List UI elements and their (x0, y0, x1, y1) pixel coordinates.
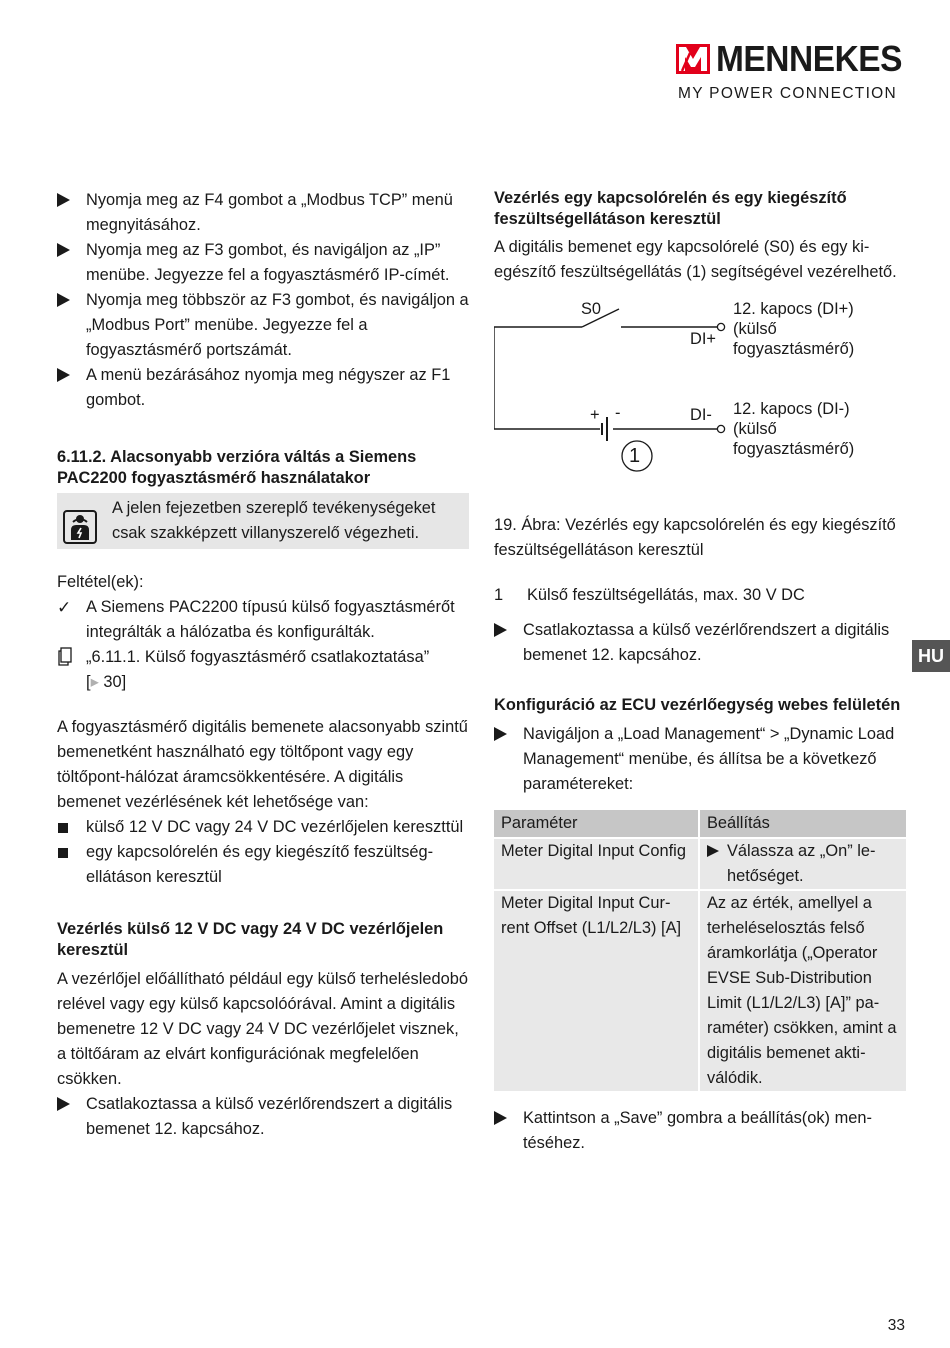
page-ref-arrow-icon: ▸ (90, 673, 99, 691)
parameter-table (494, 810, 906, 1091)
di-plus-label: DI+ (690, 330, 716, 348)
list-item: egy kapcsolórelén és egy kiegészítő feszültségellátáson keresztül (57, 840, 469, 890)
square-bullet-icon (58, 848, 68, 858)
note-box (57, 493, 469, 549)
paragraph: A digitális bemenet egy kapcsolórelé (S0) és egy kiegészítő feszültségellátás (1) segítségével vezérelhető. (494, 238, 897, 281)
list-item: ✓ A Siemens PAC2200 típusú külső fogyasztásmérőt integrálták a hálózatba és konfigurálták. (57, 595, 469, 645)
note-text: A jelen fejezetben szereplő tevékenységeket csak szakképzett villanyszerelő végezheti. (112, 499, 436, 542)
prereq-label: Feltétel(ek): (57, 573, 144, 591)
table-row (494, 890, 906, 1091)
language-tab: HU (912, 640, 950, 672)
section-title: 6.11.2. Alacsonyabb verzióra váltás a Siemens PAC2200 fogyasztásmérő használatakor (57, 448, 417, 487)
arrow-bullet-icon (57, 243, 70, 257)
document-reference-icon (57, 647, 73, 667)
electrician-icon (63, 510, 97, 544)
switch-s0-label: S0 (581, 300, 602, 318)
list-item: Navigáljon a „Load Management“ > „Dynamic Load Management“ menübe, és állítsa be a következő paramétereket: (494, 722, 906, 797)
column-header: Paraméter (494, 810, 699, 838)
brand-name: MENNEKES (716, 38, 903, 79)
di-minus-label: DI- (690, 406, 712, 424)
arrow-bullet-icon (494, 727, 507, 741)
table-cell: Meter Digital Input Config (494, 838, 699, 890)
checkmark-icon: ✓ (57, 598, 72, 617)
table-header-row (494, 810, 906, 838)
column-header: Beállítás (699, 810, 906, 838)
right-column (494, 188, 906, 1156)
list-item: Nyomja meg az F4 gombot a „Modbus TCP” menü megnyitásához. (57, 188, 469, 238)
plus-label: + (590, 406, 600, 424)
subsection-title: Vezérlés egy kapcsolórelén és egy kiegészítő feszültségellátáson keresztül (494, 189, 847, 228)
subsection-title: Konfiguráció az ECU vezérlőegység webes felületén (494, 696, 901, 714)
arrow-bullet-icon (57, 293, 70, 307)
paragraph: A fogyasztásmérő digitális bemenete alacsonyabb szintű bemenetként használható egy töltőpont vagy egy töltőpont-hálózat áramcsökkentésére. A digitális bemenet vezérlésének két lehetősége van: (57, 718, 468, 811)
table-cell: Az az érték, amellyel a terheléselosztás felső áramkorlátja („Operator EVSE Sub-Distribution Limit (L1/L2/L3) [A]” paraméter) csökken, amint a digitális bemenet aktiválódik. (699, 890, 906, 1091)
reference-page[interactable]: 30 (103, 673, 122, 691)
mennekes-logo-icon (676, 44, 710, 74)
brand-tagline: MY POWER CONNECTION (678, 85, 898, 102)
paragraph: A vezérlőjel előállítható például egy külső terhelésledobó relével vagy egy külső kapcsolóórával. Amint a digitális bemenetre 12 V DC vagy 24 V DC vezérlőjelet visznek, a töltőáram az elvárt konfigurációnak megfelelően csökken. (57, 970, 468, 1088)
left-column (57, 188, 469, 1142)
subsection-title: Vezérlés külső 12 V DC vagy 24 V DC vezérlőjelen keresztül (57, 920, 444, 959)
list-item: A menü bezárásához nyomja meg négyszer az F1 gombot. (57, 363, 469, 413)
list-item: Csatlakoztassa a külső vezérlőrendszert a digitális bemenet 12. kapcsához. (494, 618, 906, 668)
terminal-top-label: 12. kapocs (DI+) (külső fogyasztásmérő) (733, 300, 855, 358)
circuit-diagram (494, 299, 906, 491)
legend-item: 1 Külső feszültségellátás, max. 30 V DC (494, 586, 805, 604)
table-cell: Meter Digital Input Current Offset (L1/L2/L3) [A] (494, 890, 699, 1091)
reference-link[interactable]: „6.11.1. Külső fogyasztásmérő csatlakoztatása” (86, 648, 430, 666)
list-item: külső 12 V DC vagy 24 V DC vezérlőjelen kereszttül (57, 815, 469, 840)
arrow-bullet-icon (707, 845, 719, 857)
list-item: Csatlakoztassa a külső vezérlőrendszert a digitális bemenet 12. kapcsához. (57, 1092, 469, 1142)
square-bullet-icon (58, 823, 68, 833)
table-row (494, 838, 906, 890)
arrow-bullet-icon (57, 1097, 70, 1111)
figure-caption: 19. Ábra: Vezérlés egy kapcsolórelén és egy kiegészítő feszültségellátáson keresztül (494, 516, 896, 559)
list-item: Nyomja meg többször az F3 gombot, és navigáljon a „Modbus Port” menübe. Jegyezze fel a fogyasztásmérő portszámát. (57, 288, 469, 363)
source-number: 1 (629, 445, 641, 467)
list-item: Nyomja meg az F3 gombot, és navigáljon az „IP” menübe. Jegyezze fel a fogyasztásmérő IP-címét. (57, 238, 469, 288)
list-item: Kattintson a „Save” gombra a beállítás(ok) mentéséhez. (494, 1106, 906, 1156)
table-cell: Válassza az „On” lehetőséget. (699, 838, 906, 890)
minus-label: - (615, 404, 621, 422)
arrow-bullet-icon (494, 623, 507, 637)
page-number: 33 (887, 1317, 905, 1334)
terminal-bottom-label: 12. kapocs (DI-) (külső fogyasztásmérő) (733, 400, 855, 458)
arrow-bullet-icon (494, 1111, 507, 1125)
list-item: „6.11.1. Külső fogyasztásmérő csatlakoztatása” [▸ 30] (57, 645, 469, 695)
arrow-bullet-icon (57, 368, 70, 382)
arrow-bullet-icon (57, 193, 70, 207)
